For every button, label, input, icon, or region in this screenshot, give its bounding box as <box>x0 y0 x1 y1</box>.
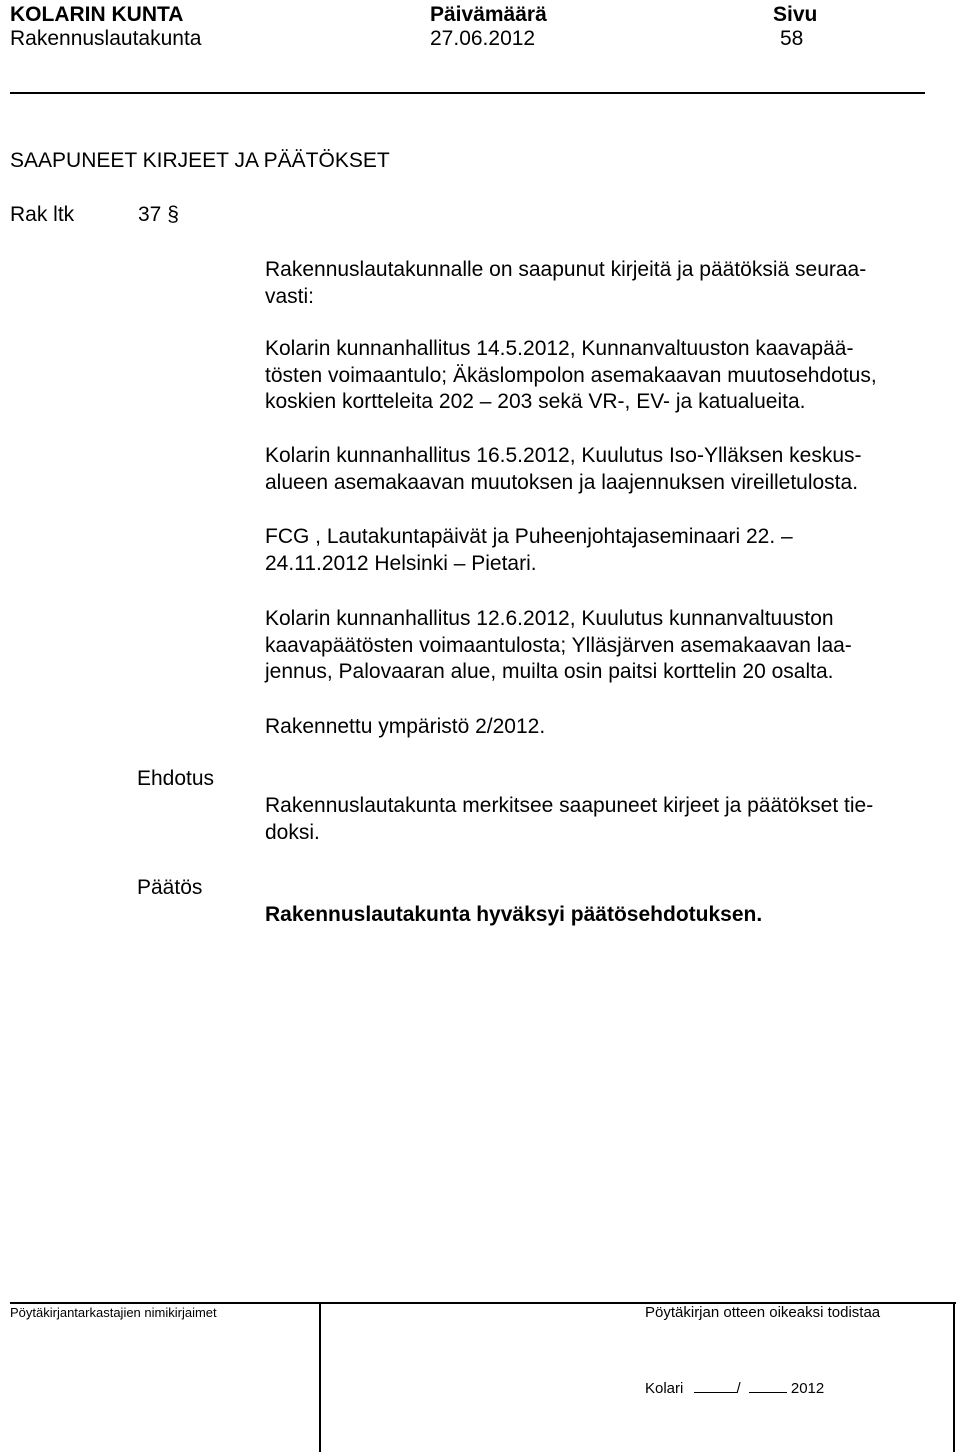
page-label: Sivu <box>773 3 818 26</box>
signature-date-line <box>645 1378 824 1397</box>
list-item: Kolarin kunnanhallitus 14.5.2012, Kunnanvaltuuston kaavapää- tösten voimaantulo; Äkäslompolon asemakaavan muutosehdotus, koskien kortteleita 202 – 203 sekä VR-, EV- ja katualueita. <box>265 337 877 413</box>
initials-caption: Pöytäkirjantarkastajien nimikirjaimet <box>10 1305 217 1320</box>
signature-year: 2012 <box>790 1380 825 1397</box>
day-blank <box>694 1378 737 1393</box>
list-item: Kolarin kunnanhallitus 12.6.2012, Kuulutus kunnanvaltuuston kaavapäätösten voimaantulosta; Ylläsjärven asemakaavan laa- jennus, Palovaaran alue, muilta osin paitsi korttelin 20 osalta. <box>265 607 852 683</box>
meeting-date: 27.06.2012 <box>430 27 536 50</box>
footer-right-border <box>953 1302 955 1452</box>
case-id: Rak ltk <box>10 203 75 226</box>
certification-caption: Pöytäkirjan otteen oikeaksi todistaa <box>645 1304 881 1321</box>
case-number: 37 § <box>138 203 179 226</box>
list-item: Kolarin kunnanhallitus 16.5.2012, Kuulutus Iso-Ylläksen keskus- alueen asemakaavan muutoksen ja laajennuksen vireilletulosta. <box>265 444 862 494</box>
place-name: Kolari <box>645 1380 684 1397</box>
committee-name: Rakennuslautakunta <box>10 27 202 50</box>
proposal-text: Rakennuslautakunta merkitsee saapuneet kirjeet ja päätökset tie- doksi. <box>265 794 874 844</box>
organization-name: KOLARIN KUNTA <box>10 3 184 26</box>
page-number: 58 <box>780 27 804 50</box>
header-divider <box>10 92 925 94</box>
date-label: Päivämäärä <box>430 3 547 26</box>
list-item: Rakennettu ympäristö 2/2012. <box>265 715 546 738</box>
proposal-label: Ehdotus <box>137 767 215 790</box>
intro-paragraph: Rakennuslautakunnalle on saapunut kirjeitä ja päätöksiä seuraa- vasti: <box>265 258 867 308</box>
decision-text: Rakennuslautakunta hyväksyi päätösehdotuksen. <box>265 903 763 926</box>
footer-column-divider <box>319 1302 321 1452</box>
month-blank <box>749 1378 787 1393</box>
section-title: SAAPUNEET KIRJEET JA PÄÄTÖKSET <box>10 149 390 172</box>
decision-label: Päätös <box>137 876 203 899</box>
list-item: FCG , Lautakuntapäivät ja Puheenjohtajaseminaari 22. – 24.11.2012 Helsinki – Pietari. <box>265 525 793 575</box>
date-separator: / <box>736 1380 741 1397</box>
